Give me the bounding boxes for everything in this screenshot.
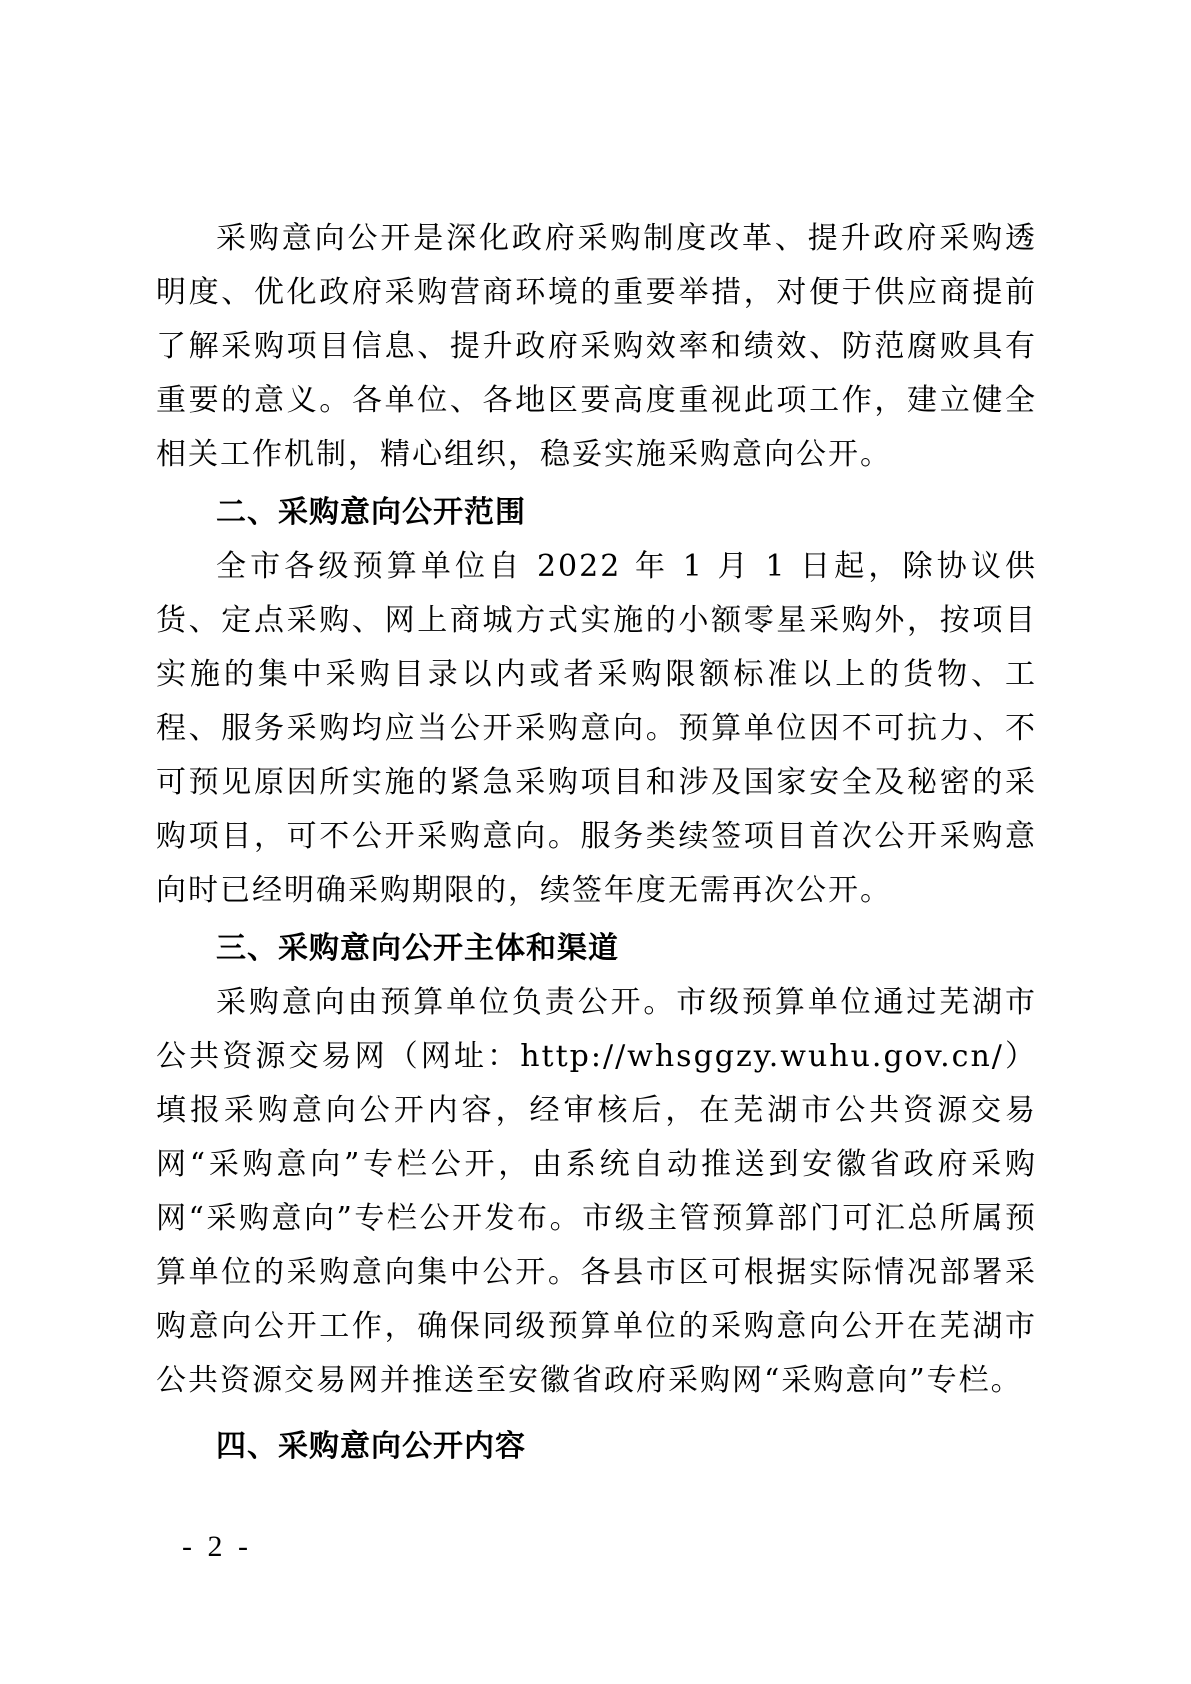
section-heading-content: 四、采购意向公开内容 xyxy=(216,1429,526,1464)
section-heading-subject-channel: 三、采购意向公开主体和渠道 xyxy=(216,931,619,966)
section-heading-scope: 二、采购意向公开范围 xyxy=(216,495,526,530)
paragraph-scope: 全市各级预算单位自 2022 年 1 月 1 日起，除协议供货、定点采购、网上商城方式实施的小额零星采购外，按项目实施的集中采购目录以内或者采购限额标准以上的货物、工程、服务采购均应当公开采购意向。预算单位因不可抗力、不可预见原因所实施的紧急采购项目和涉及国家安全及秘密的采购项目，可不公开采购意向。服务类续签项目首次公开采购意向时已经明确采购期限的，续签年度无需再次公开。 xyxy=(156,549,1037,908)
document-body xyxy=(156,212,1037,1474)
paragraph-subject-channel: 采购意向由预算单位负责公开。市级预算单位通过芜湖市公共资源交易网（网址：http://whsggzy.wuhu.gov.cn/）填报采购意向公开内容，经审核后，在芜湖市公共资源交易网“采购意向”专栏公开，由系统自动推送到安徽省政府采购网“采购意向”专栏公开发布。市级主管预算部门可汇总所属预算单位的采购意向集中公开。各县市区可根据实际情况部署采购意向公开工作，确保同级预算单位的采购意向公开在芜湖市公共资源交易网并推送至安徽省政府采购网“采购意向”专栏。 xyxy=(156,985,1037,1398)
page-number: - 2 - xyxy=(182,1530,252,1563)
paragraph-significance: 采购意向公开是深化政府采购制度改革、提升政府采购透明度、优化政府采购营商环境的重要举措，对便于供应商提前了解采购项目信息、提升政府采购效率和绩效、防范腐败具有重要的意义。各单位、各地区要高度重视此项工作，建立健全相关工作机制，精心组织，稳妥实施采购意向公开。 xyxy=(156,221,1037,472)
